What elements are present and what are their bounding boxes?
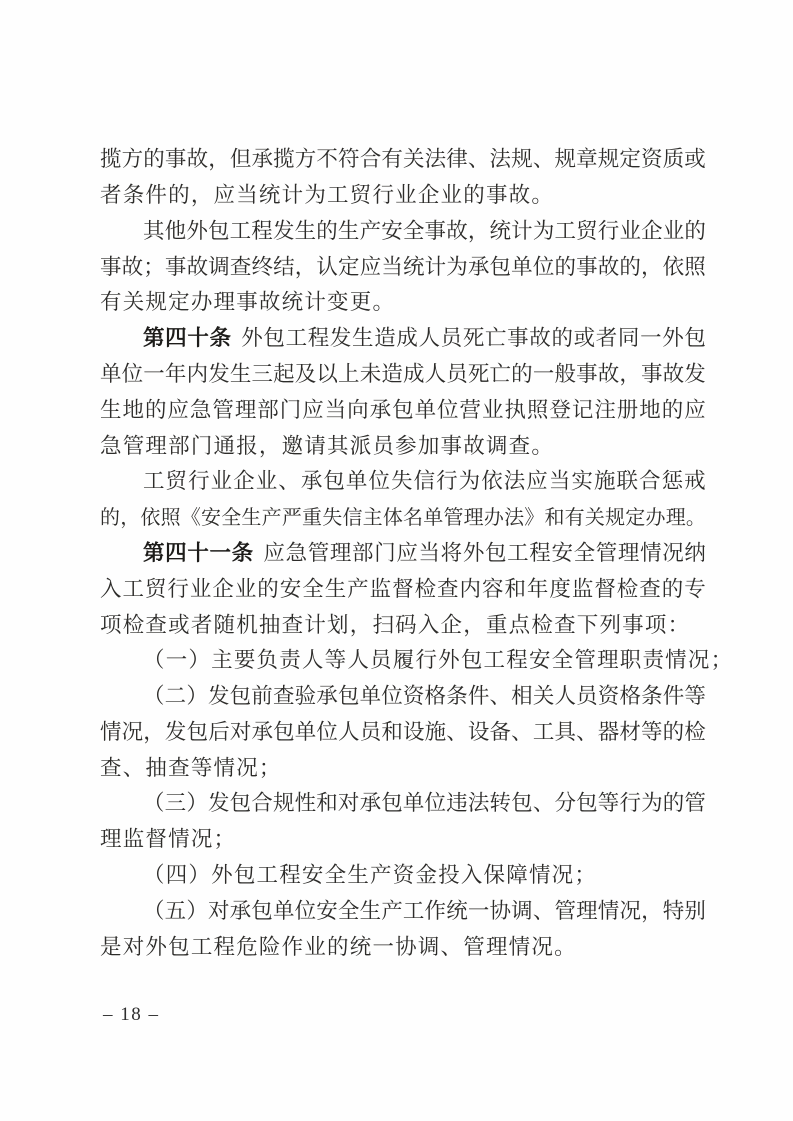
article-heading-line: 第 四 十 一 条 应 急 管 理 部 门 应 当 将 外 包 工 程 安 全 管 理 情 况 纳 [143, 540, 706, 565]
text-line: （ 五 ） 对 承 包 单 位 安 全 生 产 工 作 统 一 协 调 、 管 理 情 况 ， 特 别 [143, 898, 706, 923]
text-line: 其 他 外 包 工 程 发 生 的 生 产 安 全 事 故 ， 统 计 为 工 贸 行 业 企 业 的 [143, 218, 706, 243]
text-line: 理 监 督 情 况 ； [100, 827, 236, 852]
text-line: 生 地 的 应 急 管 理 部 门 应 当 向 承 包 单 位 营 业 执 照 登 记 注 册 地 的 应 [100, 397, 706, 422]
text-line: （ 四 ） 外 包 工 程 安 全 生 产 资 金 投 入 保 障 情 况 ； [143, 863, 596, 888]
text-line: （ 一 ） 主 要 负 责 人 等 人 员 履 行 外 包 工 程 安 全 管 理 职 责 情 况 ； [143, 648, 733, 673]
text-line: （ 三 ） 发 包 合 规 性 和 对 承 包 单 位 违 法 转 包 、 分 包 等 行 为 的 管 [143, 791, 706, 816]
text-line: 工 贸 行 业 企 业 、 承 包 单 位 失 信 行 为 依 法 应 当 实 施 联 合 惩 戒 [143, 469, 706, 494]
text-line: 项 检 查 或 者 随 机 抽 查 计 划 ， 扫 码 入 企 ， 重 点 检 查 下 列 事 项 ： [100, 612, 690, 637]
document-text [100, 142, 733, 965]
text-line: 是 对 外 包 工 程 危 险 作 业 的 统 一 协 调 、 管 理 情 况 。 [100, 934, 576, 959]
text-line: 事 故 ； 事 故 调 查 终 结 ， 认 定 应 当 统 计 为 承 包 单 位 的 事 故 的 ， 依 照 [100, 254, 706, 279]
text-line: 者 条 件 的 ， 应 当 统 计 为 工 贸 行 业 企 业 的 事 故 。 [100, 182, 553, 207]
text-line: 急 管 理 部 门 通 报 ， 邀 请 其 派 员 参 加 事 故 调 查 。 [100, 433, 553, 458]
text-line: 的 ， 依 照 《 安 全 生 产 严 重 失 信 主 体 名 单 管 理 办 法 》 和 有 关 规 定 办 理 。 [100, 506, 706, 529]
text-line: 单 位 一 年 内 发 生 三 起 及 以 上 未 造 成 人 员 死 亡 的 一 般 事 故 ， 事 故 发 [100, 361, 706, 386]
text-line: 查 、 抽 查 等 情 况 ； [100, 755, 281, 780]
text-line: （ 二 ） 发 包 前 查 验 承 包 单 位 资 格 条 件 、 相 关 人 员 资 格 条 件 等 [143, 684, 706, 709]
text-line: 揽 方 的 事 故 ， 但 承 揽 方 不 符 合 有 关 法 律 、 法 规 、 规 章 规 定 资 质 或 [100, 147, 706, 172]
text-line: 有 关 规 定 办 理 事 故 统 计 变 更 。 [100, 290, 394, 315]
text-line: 情 况 ， 发 包 后 对 承 包 单 位 人 员 和 设 施 、 设 备 、 工 具 、 器 材 等 的 检 [100, 719, 706, 744]
article-heading-line: 第 四 十 条 外 包 工 程 发 生 造 成 人 员 死 亡 事 故 的 或 者 同 一 外 包 [143, 326, 706, 351]
text-line: 入 工 贸 行 业 企 业 的 安 全 生 产 监 督 检 查 内 容 和 年 度 监 督 检 查 的 专 [100, 576, 706, 601]
page-number: – 18 – [103, 1004, 160, 1025]
